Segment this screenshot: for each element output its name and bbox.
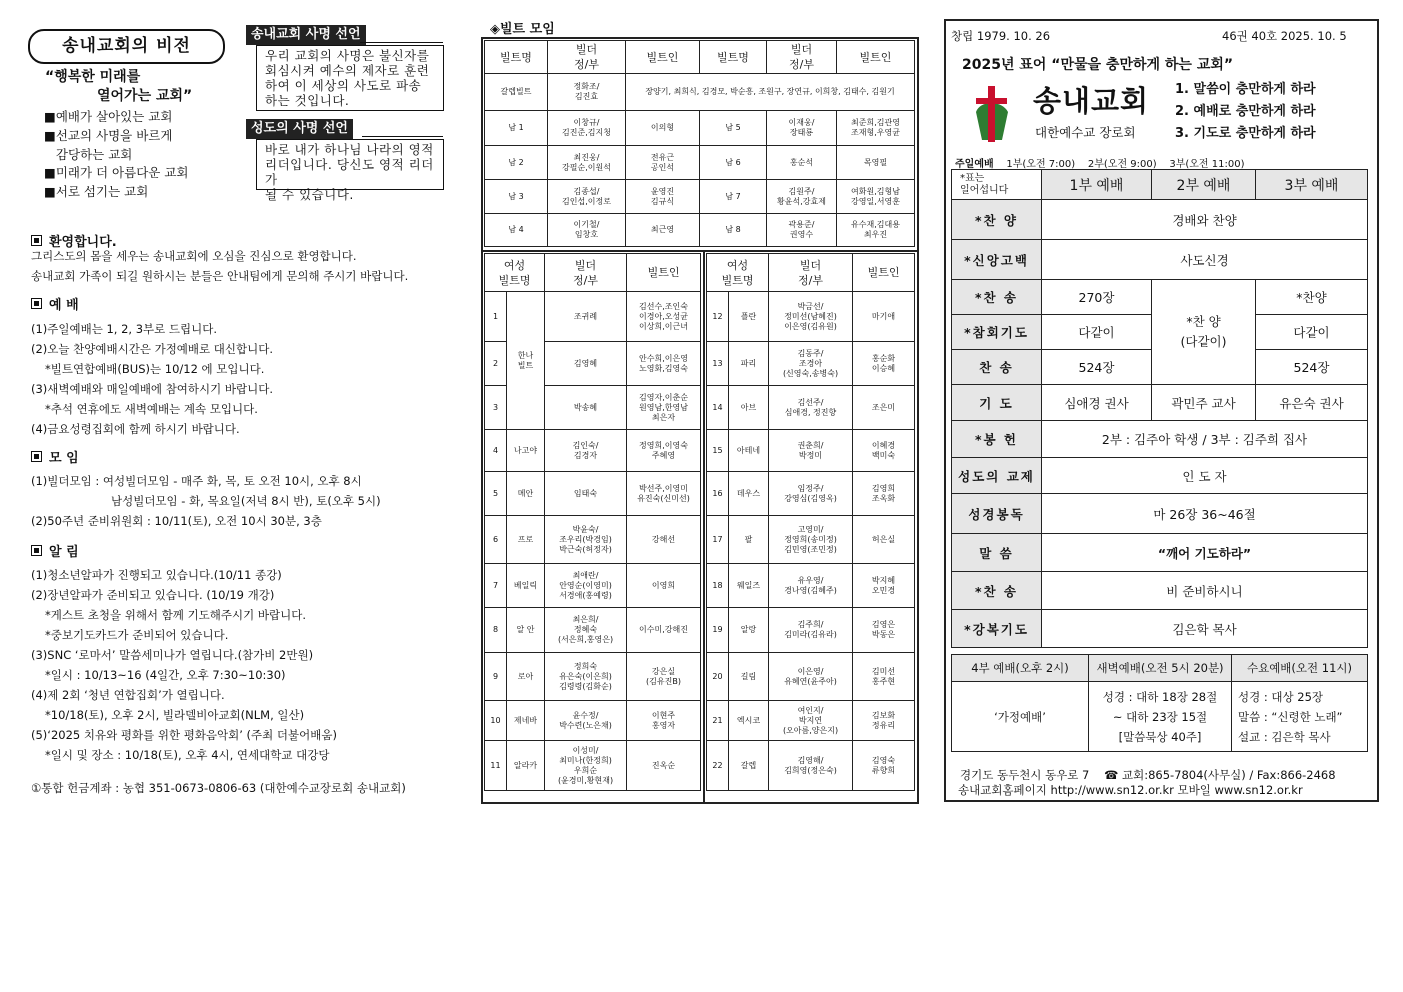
cell: 윤수정/ 박수련(노은채) (545, 701, 627, 741)
table-row (952, 200, 1368, 240)
mission-member-line: 바로 내가 하나님 나라의 영적 (265, 142, 434, 157)
square-bullet-icon (31, 235, 42, 246)
service-order-table (951, 169, 1368, 648)
cell: 유은숙 권사 (1256, 385, 1368, 421)
col-header: 빌트인 (627, 254, 701, 292)
cell: 곽용준/ 권영수 (767, 214, 837, 247)
cell: 17 (707, 516, 729, 564)
cell: 갈렙빌트 (485, 74, 548, 111)
table-row (952, 534, 1368, 572)
cell: 524장 (1042, 350, 1152, 385)
cell: 고영미/ 정영희(송미정) 김민영(조민정) (769, 516, 853, 564)
cell: 홍순화 이승혜 (853, 342, 915, 386)
cell: 19 (707, 608, 729, 653)
cell: “깨어 기도하라” (1042, 534, 1368, 572)
cell: 남 8 (700, 214, 767, 247)
cell-line: ~ 대하 23장 15절 (1112, 709, 1208, 724)
cell: 9 (485, 653, 507, 701)
cell: 임태숙 (545, 472, 627, 516)
table-row (707, 516, 915, 564)
welcome-line: 그리스도의 몸을 세우는 송내교회에 오심을 진심으로 환영합니다. (31, 249, 357, 263)
col-header: 빌트명 (700, 41, 767, 74)
cell: 여인지/ 박지연 (오아름,양은지) (769, 701, 853, 741)
col-header: 빌트인 (837, 41, 915, 74)
cell: 3 (485, 386, 507, 430)
slogan-line-2: 열어가는 교회” (97, 88, 193, 104)
table-row (485, 516, 701, 564)
cell: 한나 빌트 (507, 292, 545, 430)
vision-item: 감당하는 교회 (55, 146, 133, 162)
col-header: 빌더 정/부 (769, 254, 853, 292)
cell: 이의형 (626, 111, 700, 146)
cell: 갈렙 (729, 741, 769, 791)
cell: 남 6 (700, 146, 767, 180)
row-label: *찬 양 (952, 200, 1042, 240)
table-row (485, 472, 701, 516)
cell: 플란 (729, 292, 769, 342)
vision-item: ■선교의 사명을 바르게 (44, 127, 173, 143)
cell: 곽민주 교사 (1152, 385, 1256, 421)
table-row (485, 180, 915, 214)
cell: 최준희,김관영 조재형,우영균 (837, 111, 915, 146)
meeting-list (31, 471, 381, 531)
cell: 장양기, 최희식, 김경모, 박순흥, 조원구, 장연규, 이희창, 김태수, 김원기 (626, 74, 915, 111)
mission-church-line: 우리 교회의 사명은 불신자를 (265, 48, 430, 63)
meeting-line: 남성빌더모임 - 화, 목요일(저녁 8시 반), 토(오후 5시) (111, 494, 381, 508)
notice-line: (2)장년알파가 준비되고 있습니다. (10/19 개강) (31, 588, 275, 602)
goal-item: 2. 예배로 충만하게 하라 (1175, 104, 1316, 119)
cell: 박윤숙/ 조우리(박경임) 박근숙(허정자) (545, 516, 627, 564)
account-line: ①통합 헌금계좌 : 농협 351-0673-0806-63 (대한예수교장로회 송내교회) (31, 781, 406, 795)
row-label: *봉 헌 (952, 421, 1042, 458)
cell: 파리 (729, 342, 769, 386)
cell-line: 말씀 : “신령한 노래” (1238, 709, 1343, 724)
cell: 김종섭/ 김인섭,이정로 (548, 180, 626, 214)
cell: 메안 (507, 472, 545, 516)
col-header: 빌트명 (485, 41, 548, 74)
col-header: 새벽예배(오전 5시 20분) (1089, 655, 1232, 682)
cell: 김영은 박동은 (853, 608, 915, 653)
cell: 박지혜 오민경 (853, 564, 915, 608)
table-header-row (485, 41, 915, 74)
vision-list (44, 108, 188, 202)
cell: 허은실 (853, 516, 915, 564)
cell (1089, 682, 1232, 752)
cell: 이은영/ 유혜연(윤주아) (769, 653, 853, 701)
cell: 강은실 (김유진B) (627, 653, 701, 701)
cell: 이재웅/ 장태룡 (767, 111, 837, 146)
service-times-label: 주일예배 (955, 159, 994, 170)
worship-title: 예 배 (31, 294, 79, 313)
cell: 11 (485, 741, 507, 791)
worship-list (31, 319, 273, 439)
cell: 엑시코 (729, 701, 769, 741)
cell: 김선수,조인숙 이경아,오성균 이상희,이근녀 (627, 292, 701, 342)
mission-member-title: 성도의 사명 선언 (246, 119, 353, 139)
service-times-text: 1부(오전 7:00) 2부(오전 9:00) 3부(오전 11:00) (1006, 159, 1245, 170)
cell: 김은학 목사 (1042, 610, 1368, 648)
cell: 524장 (1256, 350, 1368, 385)
cell-line: 성경 : 대상 25장 (1238, 689, 1324, 704)
row-label: *신앙고백 (952, 240, 1042, 280)
cell: 마 26장 36~46절 (1042, 494, 1368, 534)
notice-line: *일시 및 장소 : 10/18(토), 오후 4시, 연세대학교 대강당 (45, 748, 330, 762)
col-header: 빌트인 (626, 41, 700, 74)
cell: 김영자,이춘순 원영남,한영남 최은자 (627, 386, 701, 430)
church-name: 송내교회 (1033, 84, 1150, 118)
cell: *찬 양 (다같이) (1152, 280, 1256, 385)
cell: 4 (485, 430, 507, 472)
goals-list (1175, 79, 1316, 145)
table-row (485, 741, 701, 791)
mission-church-line: 회심시켜 예수의 제자로 훈련 (265, 63, 430, 78)
table-row (707, 292, 915, 342)
notice-line: (5)‘2025 치유와 평화를 위한 평화음악회’ (주최 더불어배움) (31, 728, 337, 742)
table-row (485, 74, 915, 111)
cell: 남 7 (700, 180, 767, 214)
cell: 남 1 (485, 111, 548, 146)
notice-line: (3)SNC ‘로마서’ 말씀세미나가 열립니다.(참가비 2만원) (31, 648, 314, 662)
cell: 알랑 (729, 608, 769, 653)
divider (360, 42, 443, 43)
cell: 유우영/ 경나영(김혜주) (769, 564, 853, 608)
footer-address: 경기도 동두천시 동우로 7 ☎ 교회:865-7804(사무실) / Fax:866-2468 (960, 768, 1336, 782)
cell: 비 준비하시니 (1042, 572, 1368, 610)
cell: 남 5 (700, 111, 767, 146)
col-header: 빌더 정/부 (767, 41, 837, 74)
mission-church-box (256, 45, 444, 111)
issue-info: 46권 40호 2025. 10. 5 (1222, 29, 1347, 43)
cell: 이수미,강해진 (627, 608, 701, 653)
cell: 알라카 (507, 741, 545, 791)
cell: 김주희/ 김미라(김유라) (769, 608, 853, 653)
cell: 박선주,이영미 유진숙(신미선) (627, 472, 701, 516)
welcome-line: 송내교회 가족이 되길 원하시는 분들은 안내팀에게 문의해 주시기 바랍니다. (31, 269, 409, 283)
vision-title: 송내교회의 비전 (28, 29, 225, 64)
service-order-wrap (951, 169, 1368, 648)
worship-line: *추석 연휴에도 새벽예배는 계속 모입니다. (45, 402, 258, 416)
cell: 전유근 공인석 (626, 146, 700, 180)
cell: 김인숙/ 김경자 (545, 430, 627, 472)
cell: 김영희 조옥화 (853, 472, 915, 516)
notice-line: *10/18(토), 오후 2시, 빌라델비아교회(NLM, 일산) (45, 708, 305, 722)
worship-line: *빌트연합예배(BUS)는 10/12 에 모입니다. (45, 362, 265, 376)
cell: 아브 (729, 386, 769, 430)
cell: 박송혜 (545, 386, 627, 430)
cell: 제네바 (507, 701, 545, 741)
vision-item: ■미래가 더 아름다운 교회 (44, 165, 189, 181)
table-row (952, 610, 1368, 648)
cell: ‘가정예배’ (952, 682, 1089, 752)
table-row (485, 146, 915, 180)
founded-date: 창립 1979. 10. 26 (951, 29, 1051, 43)
mission-member-box (256, 139, 444, 202)
cell: 팔 (729, 516, 769, 564)
cell: 10 (485, 701, 507, 741)
col-header: 빌더 정/부 (545, 254, 627, 292)
table-row (707, 564, 915, 608)
cell: 이영희 (627, 564, 701, 608)
stand-note: *표는 일어섭니다 (952, 170, 1042, 200)
other-services-table (951, 654, 1368, 752)
male-built-table-wrap (484, 40, 915, 247)
cell: 2 (485, 342, 507, 386)
meeting-line: (1)빌더모임 : 여성빌더모임 - 매주 화, 목, 토 오전 10시, 오후 8시 (31, 474, 362, 488)
cell: 16 (707, 472, 729, 516)
table-row (952, 572, 1368, 610)
cell: 남 3 (485, 180, 548, 214)
table-header-row (707, 254, 915, 292)
cell: 진옥순 (627, 741, 701, 791)
cell: 13 (707, 342, 729, 386)
cell: 데우스 (729, 472, 769, 516)
cell: 정화조/ 김진효 (548, 74, 626, 111)
female-left-wrap (484, 253, 701, 791)
cell: 6 (485, 516, 507, 564)
cell: 최근영 (626, 214, 700, 247)
cell: 정영희,이영숙 주혜영 (627, 430, 701, 472)
table-row (485, 111, 915, 146)
female-built-table-left (484, 253, 701, 791)
row-label: *참회기도 (952, 315, 1042, 350)
notice-title: 알 림 (31, 541, 79, 560)
worship-line: (3)새벽예배와 매일예배에 참여하시기 바랍니다. (31, 382, 273, 396)
service-times (955, 155, 1245, 170)
cell: 알 안 (507, 608, 545, 653)
table-row (707, 701, 915, 741)
cell: 마기애 (853, 292, 915, 342)
cell: 인 도 자 (1042, 458, 1368, 494)
cell: 강해선 (627, 516, 701, 564)
cell: 김선주/ 심애경, 정진향 (769, 386, 853, 430)
cell: 정희숙 유은숙(이은희) 김령령(김화순) (545, 653, 627, 701)
worship-line: (2)오늘 찬양예배시간은 가정예배로 대신합니다. (31, 342, 273, 356)
notice-line: *중보기도카드가 준비되어 있습니다. (45, 628, 229, 642)
col-header: 3부 예배 (1256, 170, 1368, 200)
square-bullet-icon (31, 298, 42, 309)
cell: 유수재,김대용 최우진 (837, 214, 915, 247)
cell: 사도신경 (1042, 240, 1368, 280)
cell: 나고야 (507, 430, 545, 472)
table-row (952, 682, 1368, 752)
row-label: *찬 송 (952, 280, 1042, 315)
cell: 김미선 홍주현 (853, 653, 915, 701)
cell (1232, 682, 1368, 752)
table-row (485, 214, 915, 247)
cell: 이혜경 백미숙 (853, 430, 915, 472)
female-built-table-right (706, 253, 915, 791)
slogan-line-1: “행복한 미래를 (45, 69, 141, 85)
cell: 남 2 (485, 146, 548, 180)
cell: 여화원,김형남 강영일,서영훈 (837, 180, 915, 214)
cell: 김보화 정유리 (853, 701, 915, 741)
table-row (952, 385, 1368, 421)
col-header: 2부 예배 (1152, 170, 1256, 200)
row-label: 말 씀 (952, 534, 1042, 572)
meeting-title: 모 임 (31, 447, 79, 466)
table-row (707, 472, 915, 516)
built-title: ◈빌트 모임 (490, 22, 555, 37)
cell: 길림 (729, 653, 769, 701)
cell: 이현주 홍영자 (627, 701, 701, 741)
cell: 14 (707, 386, 729, 430)
cell: 8 (485, 608, 507, 653)
cell: 다같이 (1042, 315, 1152, 350)
table-row (952, 458, 1368, 494)
table-row (485, 430, 701, 472)
row-label: 성경봉독 (952, 494, 1042, 534)
mission-member-line: 될 수 있습니다. (265, 187, 354, 202)
col-header: 4부 예배(오후 2시) (952, 655, 1089, 682)
mission-member-line: 리더입니다. 당신도 영적 리더가 (265, 157, 434, 187)
cell: 김영해/ 김희영(정은숙) (769, 741, 853, 791)
table-row (707, 430, 915, 472)
cell: 1 (485, 292, 507, 342)
col-header: 빌더 정/부 (548, 41, 626, 74)
cell: 7 (485, 564, 507, 608)
col-header: 수요예배(오전 11시) (1232, 655, 1368, 682)
cell: 웨일즈 (729, 564, 769, 608)
notice-list (31, 565, 337, 765)
col-header: 여성 빌트명 (485, 254, 545, 292)
cell: *찬양 (1256, 280, 1368, 315)
table-row (707, 741, 915, 791)
table-header-row (952, 655, 1368, 682)
cell: 김원주/ 황윤석,강효제 (767, 180, 837, 214)
meeting-line: (2)50주년 준비위원회 : 10/11(토), 오전 10시 30분, 3층 (31, 514, 322, 528)
row-label: 찬 송 (952, 350, 1042, 385)
worship-line: (1)주일예배는 1, 2, 3부로 드립니다. (31, 322, 218, 336)
notice-line: (4)제 2회 ‘청년 연합집회’가 열립니다. (31, 688, 225, 702)
female-right-wrap (706, 253, 915, 791)
church-cross-logo-icon (972, 82, 1012, 144)
cell: 경배와 찬양 (1042, 200, 1368, 240)
table-header-row (952, 170, 1368, 200)
table-row (707, 342, 915, 386)
cell: 조귀례 (545, 292, 627, 342)
cell: 다같이 (1256, 315, 1368, 350)
worship-line: (4)금요성령집회에 함께 하시기 바랍니다. (31, 422, 240, 436)
footer-homepage: 송내교회홈페이지 http://www.sn12.or.kr 모바일 www.sn12.or.kr (958, 783, 1303, 797)
cell: 최진웅/ 강필순,이원석 (548, 146, 626, 180)
cell: 이창규/ 김진준,김지청 (548, 111, 626, 146)
cell: 윤영진 김규식 (626, 180, 700, 214)
cell: 김영숙 류향희 (853, 741, 915, 791)
cell: 15 (707, 430, 729, 472)
cell: 목영필 (837, 146, 915, 180)
row-label: 기 도 (952, 385, 1042, 421)
cell: 12 (707, 292, 729, 342)
mission-church-title: 송내교회 사명 선언 (246, 25, 366, 45)
cell: 임정주/ 강영심(김영옥) (769, 472, 853, 516)
row-label: *강복기도 (952, 610, 1042, 648)
cell: 아테네 (729, 430, 769, 472)
cell: 박금선/ 정미선(남혜진) 이은영(김유원) (769, 292, 853, 342)
row-label: 성도의 교제 (952, 458, 1042, 494)
cell: 이성미/ 최미나(한정희) 우희순 (윤경미,황현재) (545, 741, 627, 791)
square-bullet-icon (31, 451, 42, 462)
notice-line: (1)청소년알파가 진행되고 있습니다.(10/11 종강) (31, 568, 282, 582)
row-label: *찬 송 (952, 572, 1042, 610)
cell: 홍순석 (767, 146, 837, 180)
table-row (952, 280, 1368, 315)
cell: 김영혜 (545, 342, 627, 386)
col-header: 1부 예배 (1042, 170, 1152, 200)
cell: 20 (707, 653, 729, 701)
cell: 권춘희/ 박정미 (769, 430, 853, 472)
divider (362, 136, 443, 137)
cell: 최애란/ 안영순(이영미) 서경애(홍예령) (545, 564, 627, 608)
cell: 18 (707, 564, 729, 608)
cell: 남 4 (485, 214, 548, 247)
cell: 심애경 권사 (1042, 385, 1152, 421)
vision-item: ■서로 섬기는 교회 (44, 184, 149, 200)
cell: 김동주/ 조경아 (신영숙,송병숙) (769, 342, 853, 386)
table-row (707, 608, 915, 653)
other-services-wrap (951, 654, 1368, 752)
table-header-row (485, 254, 701, 292)
goal-item: 3. 기도로 충만하게 하라 (1175, 126, 1316, 141)
cell: 5 (485, 472, 507, 516)
cell: 2부 : 김주아 학생 / 3부 : 김주희 집사 (1042, 421, 1368, 458)
table-row (707, 653, 915, 701)
cell: 조은미 (853, 386, 915, 430)
square-bullet-icon (31, 545, 42, 556)
notice-line: *게스트 초청을 위해서 함께 기도해주시기 바랍니다. (45, 608, 306, 622)
table-row (707, 386, 915, 430)
mission-church-line: 하는 것입니다. (265, 93, 350, 108)
cell-line: 설교 : 김은학 목사 (1238, 729, 1331, 744)
cell: 프로 (507, 516, 545, 564)
cell: 안수희,이은영 노영화,김영숙 (627, 342, 701, 386)
table-row (952, 421, 1368, 458)
cell: 최은희/ 정혜숙 (서은희,홍영은) (545, 608, 627, 653)
cell-line: 성경 : 대하 18장 28절 (1102, 689, 1218, 704)
table-row (485, 292, 701, 342)
cell: 270장 (1042, 280, 1152, 315)
col-header: 빌트인 (853, 254, 915, 292)
goal-item: 1. 말씀이 충만하게 하라 (1175, 82, 1316, 97)
cell: 베일릭 (507, 564, 545, 608)
male-built-table (484, 40, 915, 247)
cell: 이기철/ 임창호 (548, 214, 626, 247)
mission-church-line: 하여 이 세상의 사도로 파송 (265, 78, 422, 93)
welcome-title: 환영합니다. (31, 231, 117, 250)
table-row (952, 494, 1368, 534)
notice-line: *일시 : 10/13~16 (4일간, 오후 7:30~10:30) (45, 668, 286, 682)
table-row (485, 564, 701, 608)
denomination: 대한예수교 장로회 (1035, 125, 1136, 140)
table-row (952, 240, 1368, 280)
table-row (485, 608, 701, 653)
col-header: 여성 빌트명 (707, 254, 769, 292)
vision-item: ■예배가 살아있는 교회 (44, 109, 173, 124)
table-row (485, 701, 701, 741)
motto: 2025년 표어 “만물을 충만하게 하는 교회” (962, 57, 1234, 73)
table-row (485, 653, 701, 701)
cell: 21 (707, 701, 729, 741)
cell: 22 (707, 741, 729, 791)
cell: 로아 (507, 653, 545, 701)
cell-line: [말씀묵상 40주] (1118, 729, 1202, 744)
